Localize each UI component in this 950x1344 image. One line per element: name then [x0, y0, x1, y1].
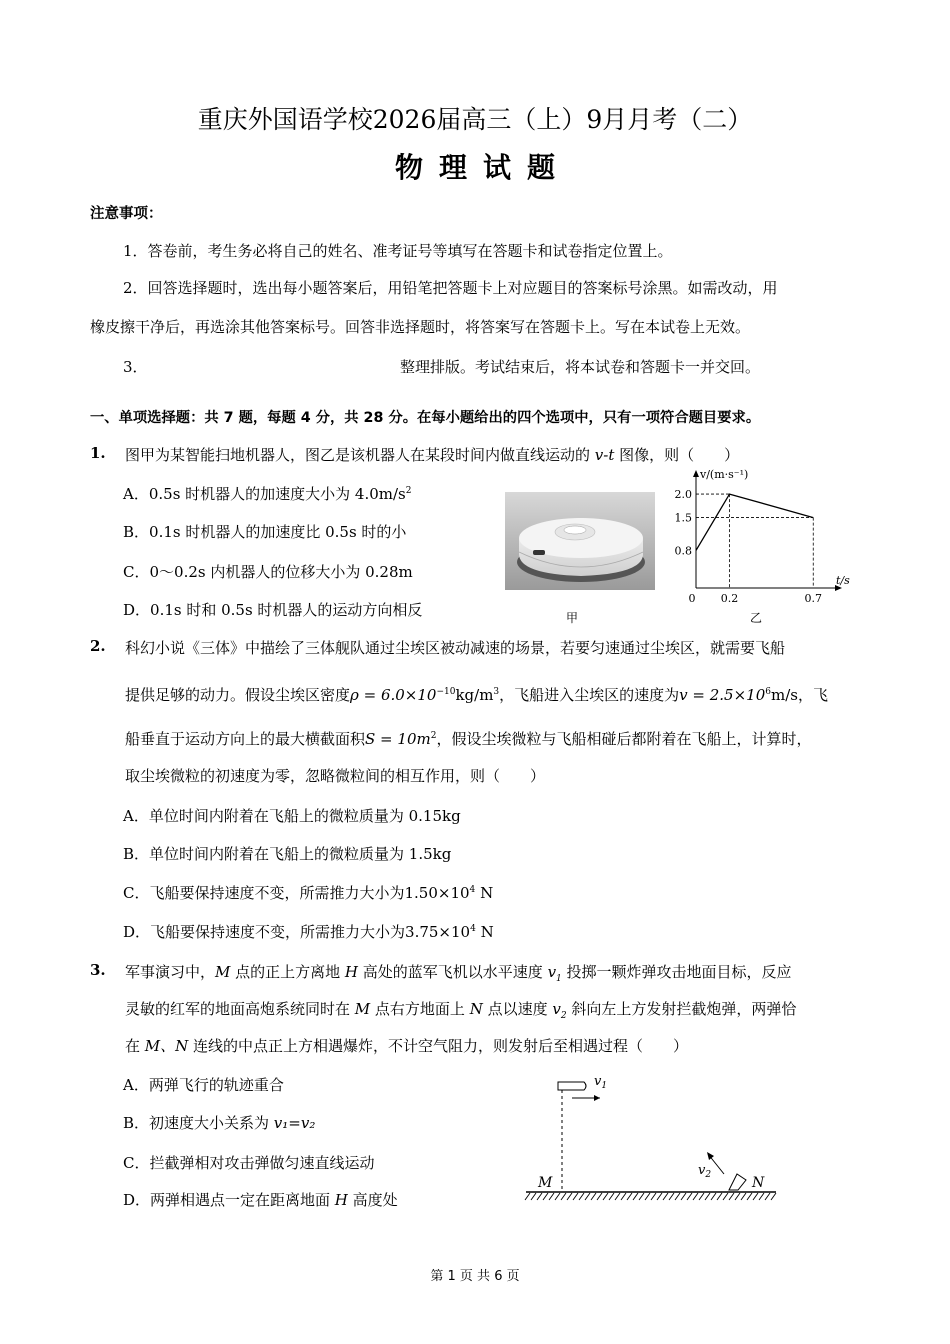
hatch-mark — [627, 1193, 632, 1200]
hatch-mark — [765, 1193, 770, 1200]
notice-heading: 注意事项： — [90, 206, 163, 222]
hatch-mark — [723, 1193, 728, 1200]
hatch-mark — [705, 1193, 710, 1200]
cannon-icon — [729, 1174, 746, 1190]
y-tick-label: 2.0 — [674, 488, 692, 502]
q2-line-1: 科幻小说《三体》中描绘了三体舰队通过尘埃区被动减速的场景，若要匀速通过尘埃区，就需要飞船 — [125, 639, 786, 657]
x-tick-label: 0.7 — [804, 592, 822, 605]
hatch-mark — [717, 1193, 722, 1200]
x-tick-label: 0.2 — [720, 592, 739, 605]
hatch-mark — [693, 1193, 698, 1200]
hatch-mark — [621, 1193, 626, 1200]
y-axis-label: v/(m·s⁻¹) — [700, 468, 749, 481]
hatch-mark — [657, 1193, 662, 1200]
notice-item-3-text: 整理排版。考试结束后，将本试卷和答题卡一并交回。 — [400, 358, 761, 376]
q2-option-b: B．单位时间内附着在飞船上的微粒质量为 1.5kg — [123, 845, 452, 863]
robot-vacuum-image — [505, 492, 655, 590]
vt-chart — [668, 462, 850, 605]
q1-stem: 图甲为某智能扫地机器人，图乙是该机器人在某段时间内做直线运动的 v-t 图像，则（ ） — [125, 446, 740, 464]
hatch-mark — [573, 1193, 578, 1200]
notice-item-1: 1．答卷前，考生务必将自己的姓名、准考证号等填写在答题卡和试卷指定位置上。 — [123, 242, 673, 260]
v1-arrowhead — [594, 1095, 600, 1101]
point-n-label: N — [752, 1175, 765, 1191]
q2-option-c: C．飞船要保持速度不变，所需推力大小为$1.50\times 10^4$ N — [123, 884, 494, 902]
x-tick-label: 0 — [688, 592, 696, 605]
notice-item-2-line-1: 2．回答选择题时，选出每小题答案后，用铅笔把答题卡上对应题目的答案标号涂黑。如需改动，用 — [123, 279, 778, 297]
q2-number: 2. — [90, 637, 106, 655]
hatch-mark — [567, 1193, 572, 1200]
hatch-mark — [759, 1193, 764, 1200]
hatch-mark — [681, 1193, 686, 1200]
q2-option-d: D．飞船要保持速度不变，所需推力大小为$3.75\times 10^4$ N — [123, 923, 494, 941]
q1-option-c: C．0～0.2s 内机器人的位移大小为 0.28m — [123, 563, 413, 581]
hatch-mark — [699, 1193, 704, 1200]
v2-arrowhead — [707, 1152, 714, 1160]
ground-hatching — [525, 1193, 776, 1200]
q3-line-1: 军事演习中，M 点的正上方离地 H 高处的蓝军飞机以水平速度 $v_1$ 投掷一颗炸弹攻击地面目标，反应 — [125, 963, 792, 984]
q3-option-a: A．两弹飞行的轨迹重合 — [123, 1076, 284, 1094]
hatch-mark — [579, 1193, 584, 1200]
hatch-mark — [597, 1193, 602, 1200]
exam-title: 重庆外国语学校2026届高三（上）9月月考（二） — [197, 105, 753, 134]
y-axis-arrowhead — [693, 470, 699, 477]
q3-line-3: 在 M、N 连线的中点正上方相遇爆炸，不计空气阻力，则发射后至相遇过程（ ） — [125, 1037, 689, 1055]
hatch-mark — [729, 1193, 734, 1200]
hatch-mark — [711, 1193, 716, 1200]
v2-label: $v_2$ — [698, 1163, 712, 1180]
q3-option-c: C．拦截弹相对攻击弹做匀速直线运动 — [123, 1154, 375, 1172]
vt-series-line — [696, 494, 813, 550]
y-tick-label: 1.5 — [674, 511, 692, 525]
y-tick-label: 0.8 — [674, 544, 692, 558]
hatch-mark — [531, 1193, 536, 1200]
q3-number: 3. — [90, 961, 106, 979]
q1-number: 1. — [90, 444, 106, 462]
hatch-mark — [663, 1193, 668, 1200]
q3-line-2: 灵敏的红军的地面高炮系统同时在 M 点右方地面上 N 点以速度 $v_2$ 斜向左上方发射拦截炮弹，两弹恰 — [125, 1000, 797, 1021]
hatch-mark — [753, 1193, 758, 1200]
notice-item-3-number: 3． — [123, 358, 148, 376]
q2-line-4: 取尘埃微粒的初速度为零，忽略微粒间的相互作用，则（ ） — [125, 767, 546, 785]
q3-option-b: B．初速度大小关系为 v₁=v₂ — [123, 1114, 316, 1132]
hatch-mark — [549, 1193, 554, 1200]
hatch-mark — [537, 1193, 542, 1200]
hatch-mark — [639, 1193, 644, 1200]
hatch-mark — [687, 1193, 692, 1200]
hatch-mark — [675, 1193, 680, 1200]
q3-figure — [520, 1070, 790, 1210]
hatch-mark — [591, 1193, 596, 1200]
q1-option-a: A．0.5s 时机器人的加速度大小为 $4.0m/s^2$ — [123, 485, 412, 503]
q1-option-b: B．0.1s 时机器人的加速度比 0.5s 时的小 — [123, 523, 407, 541]
hatch-mark — [555, 1193, 560, 1200]
hatch-mark — [543, 1193, 548, 1200]
hatch-mark — [669, 1193, 674, 1200]
q3-option-d: D．两弹相遇点一定在距离地面 H 高度处 — [123, 1191, 398, 1209]
hatch-mark — [609, 1193, 614, 1200]
hatch-mark — [741, 1193, 746, 1200]
page-number: 第 1 页 共 6 页 — [430, 1269, 520, 1284]
exam-subject: 物理试题 — [394, 151, 571, 184]
q2-option-a: A．单位时间内附着在飞船上的微粒质量为 0.15kg — [123, 807, 461, 825]
q1-option-d: D．0.1s 时和 0.5s 时机器人的运动方向相反 — [123, 601, 423, 619]
plane-icon — [558, 1082, 586, 1090]
q2-line-2: 提供足够的动力。假设尘埃区密度$\rho = 6.0\times 10^{-10}kg/m^3$，飞船进入尘埃区的速度为$v = 2.5\times 10^6m/s$，飞 — [125, 686, 828, 704]
hatch-mark — [747, 1193, 752, 1200]
q2-line-3: 船垂直于运动方向上的最大横截面积$S = 10m^2$，假设尘埃微粒与飞船相碰后都附着在飞船上，计算时， — [125, 730, 812, 748]
hatch-mark — [651, 1193, 656, 1200]
hatch-mark — [735, 1193, 740, 1200]
hatch-mark — [771, 1193, 776, 1200]
v1-label: $v_1$ — [594, 1074, 608, 1091]
point-m-label: M — [538, 1175, 553, 1191]
section-1-heading: 一、单项选择题：共 7 题，每题 4 分，共 28 分。在每小题给出的四个选项中，只有一项符合题目要求。 — [90, 410, 761, 426]
hatch-mark — [561, 1193, 566, 1200]
hatch-mark — [525, 1193, 530, 1200]
hatch-mark — [603, 1193, 608, 1200]
notice-item-2-line-2: 橡皮擦干净后，再选涂其他答案标号。回答非选择题时，将答案写在答题卡上。写在本试卷上无效。 — [90, 318, 751, 336]
hatch-mark — [633, 1193, 638, 1200]
hatch-mark — [585, 1193, 590, 1200]
figure-yi-label: 乙 — [750, 611, 763, 625]
figure-jia-label: 甲 — [566, 611, 579, 625]
hatch-mark — [615, 1193, 620, 1200]
hatch-mark — [645, 1193, 650, 1200]
x-axis-label: t/s — [836, 574, 850, 587]
